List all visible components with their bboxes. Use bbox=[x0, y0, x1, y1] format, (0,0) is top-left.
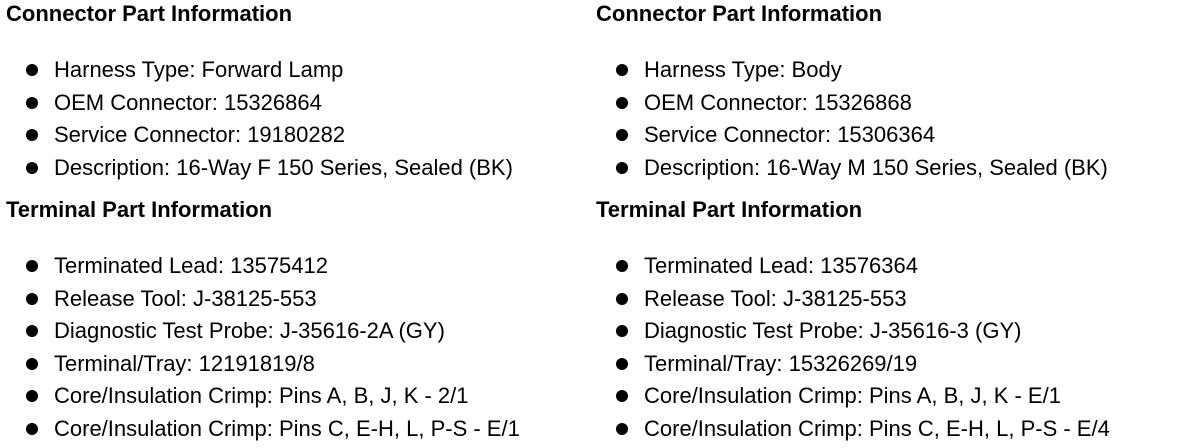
list-item-text: Terminated Lead: 13575412 bbox=[54, 253, 328, 278]
terminal-part-list bbox=[6, 250, 520, 445]
bullet-icon bbox=[26, 260, 38, 272]
list-item bbox=[6, 413, 520, 446]
bullet-icon bbox=[616, 293, 628, 305]
list-item-text: Terminated Lead: 13576364 bbox=[644, 253, 918, 278]
bullet-icon bbox=[26, 97, 38, 109]
list-item-text: Core/Insulation Crimp: Pins A, B, J, K - 2/1 bbox=[54, 383, 469, 408]
bullet-icon bbox=[26, 325, 38, 337]
list-item-text: Release Tool: J-38125-553 bbox=[54, 285, 317, 311]
connector-part-list bbox=[6, 54, 513, 184]
list-item-text: OEM Connector: 15326868 bbox=[644, 89, 912, 115]
list-item-text: Harness Type: Body bbox=[644, 57, 842, 82]
list-item-text: Terminal/Tray: 12191819/8 bbox=[54, 350, 315, 376]
list-item-text: Core/Insulation Crimp: Pins A, B, J, K - E/1 bbox=[644, 383, 1061, 408]
list-item bbox=[596, 380, 1110, 413]
terminal-part-heading: Terminal Part Information bbox=[6, 197, 273, 222]
bullet-icon bbox=[616, 64, 628, 76]
connector-part-heading: Connector Part Information bbox=[6, 1, 293, 26]
bullet-icon bbox=[616, 390, 628, 402]
list-item bbox=[596, 152, 1108, 185]
bullet-icon bbox=[26, 358, 38, 370]
bullet-icon bbox=[26, 423, 38, 435]
list-item-text: Diagnostic Test Probe: J-35616-3 (GY) bbox=[644, 318, 1022, 343]
list-item-text: Harness Type: Forward Lamp bbox=[54, 57, 344, 82]
list-item bbox=[6, 348, 520, 381]
list-item bbox=[6, 152, 513, 185]
list-item-text: Description: 16-Way M 150 Series, Sealed (BK) bbox=[644, 154, 1108, 180]
list-item bbox=[596, 413, 1110, 446]
bullet-icon bbox=[26, 162, 38, 174]
list-item bbox=[596, 250, 1110, 283]
list-item bbox=[6, 315, 520, 348]
list-item-text: Release Tool: J-38125-553 bbox=[644, 285, 907, 311]
list-item bbox=[596, 315, 1110, 348]
bullet-icon bbox=[616, 162, 628, 174]
list-item bbox=[6, 283, 520, 316]
list-item-text: Service Connector: 15306364 bbox=[644, 122, 936, 147]
list-item bbox=[6, 54, 513, 87]
list-item bbox=[6, 87, 513, 120]
connector-part-list bbox=[596, 54, 1108, 184]
list-item-text: Service Connector: 19180282 bbox=[54, 122, 346, 147]
list-item bbox=[596, 348, 1110, 381]
bullet-icon bbox=[26, 293, 38, 305]
list-item bbox=[6, 119, 513, 152]
list-item-text: OEM Connector: 15326864 bbox=[54, 89, 322, 115]
bullet-icon bbox=[616, 358, 628, 370]
bullet-icon bbox=[616, 97, 628, 109]
bullet-icon bbox=[616, 423, 628, 435]
list-item bbox=[6, 250, 520, 283]
bullet-icon bbox=[26, 64, 38, 76]
bullet-icon bbox=[26, 129, 38, 141]
terminal-part-list bbox=[596, 250, 1110, 445]
connector-part-heading: Connector Part Information bbox=[596, 1, 883, 26]
list-item-text: Core/Insulation Crimp: Pins C, E-H, L, P-S - E/1 bbox=[54, 415, 520, 441]
bullet-icon bbox=[616, 260, 628, 272]
list-item-text: Diagnostic Test Probe: J-35616-2A (GY) bbox=[54, 318, 445, 343]
list-item bbox=[6, 380, 520, 413]
list-item-text: Core/Insulation Crimp: Pins C, E-H, L, P-S - E/4 bbox=[644, 415, 1110, 441]
bullet-icon bbox=[616, 129, 628, 141]
list-item bbox=[596, 87, 1108, 120]
bullet-icon bbox=[616, 325, 628, 337]
terminal-part-heading: Terminal Part Information bbox=[596, 197, 863, 222]
list-item-text: Terminal/Tray: 15326269/19 bbox=[644, 350, 918, 376]
list-item bbox=[596, 283, 1110, 316]
list-item bbox=[596, 119, 1108, 152]
list-item-text: Description: 16-Way F 150 Series, Sealed (BK) bbox=[54, 154, 513, 180]
bullet-icon bbox=[26, 390, 38, 402]
list-item bbox=[596, 54, 1108, 87]
